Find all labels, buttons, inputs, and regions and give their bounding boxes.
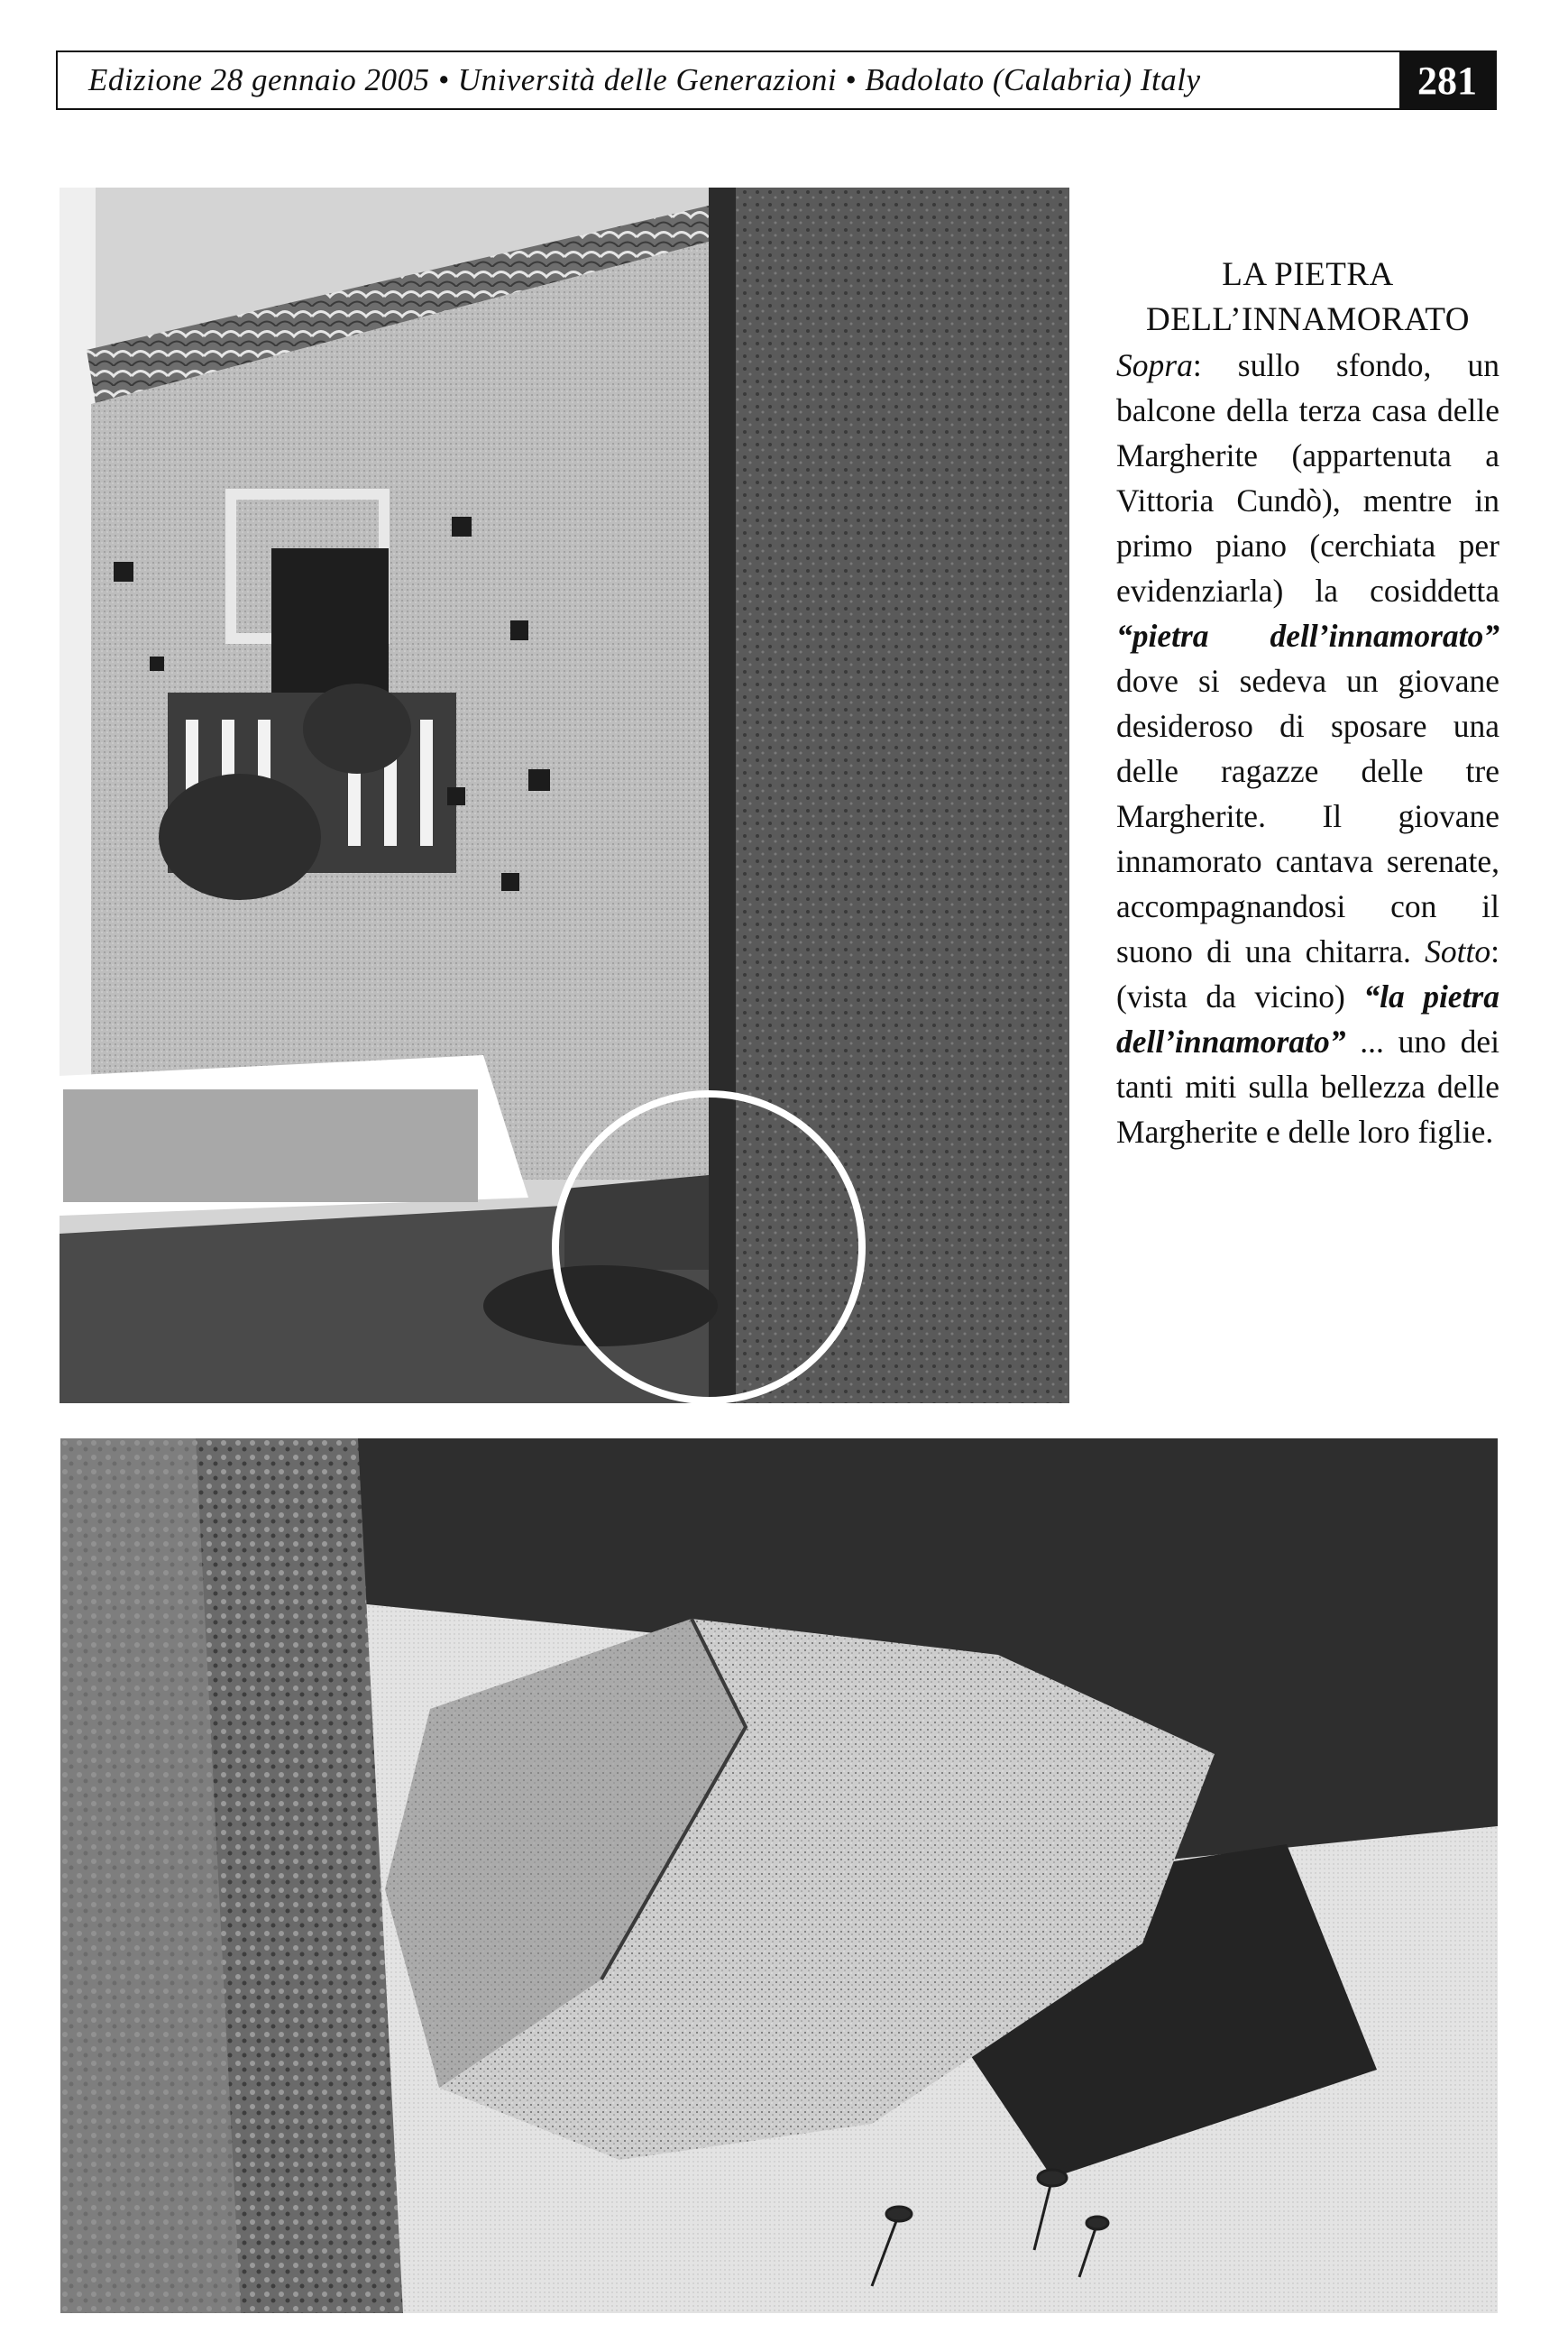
photo-caption bbox=[1116, 253, 1499, 1154]
photo-stone-closeup bbox=[60, 1438, 1498, 2313]
caption-text-2: dove si sedeva un giovane desideroso di sposare una delle ragazze delle tre Margherite. Il giovane innamorato cantava serenate, accompagnandosi con il suono di una chitarra. bbox=[1116, 663, 1499, 969]
page-header bbox=[56, 51, 1497, 110]
caption-text-4: ... uno dei tanti miti sulla bellezza delle Margherite e delle loro figlie. bbox=[1116, 1024, 1499, 1150]
photo-house-balcony-drawing bbox=[60, 188, 1069, 1403]
caption-body bbox=[1116, 343, 1499, 1154]
quote-pietra-innamorato: “pietra dell’innamorato” bbox=[1116, 618, 1499, 654]
caption-title-line2: DELL’INNAMORATO bbox=[1146, 301, 1470, 338]
caption-title bbox=[1116, 253, 1499, 343]
caption-title-line1: LA PIETRA bbox=[1222, 256, 1394, 293]
label-sopra: Sopra bbox=[1116, 347, 1193, 383]
header-title: Edizione 28 gennaio 2005 • Università delle Generazioni • Badolato (Calabria) Italy bbox=[88, 62, 1201, 97]
caption-text-1: : sullo sfondo, un balcone della terza casa delle Margherite (appartenuta a Vittoria Cundò), mentre in primo piano (cerchiata per evidenziarla) la cosiddetta bbox=[1116, 347, 1499, 609]
photo-stone-closeup-drawing bbox=[60, 1438, 1498, 2313]
label-sotto: Sotto bbox=[1425, 933, 1491, 969]
caption-text-3: : (vista da vicino) bbox=[1116, 933, 1499, 1015]
page-number: 281 bbox=[1399, 52, 1495, 108]
quote-la-pietra-innamorato: “la pietra dell’innamorato” bbox=[1116, 978, 1499, 1060]
photo-house-balcony bbox=[60, 188, 1069, 1403]
